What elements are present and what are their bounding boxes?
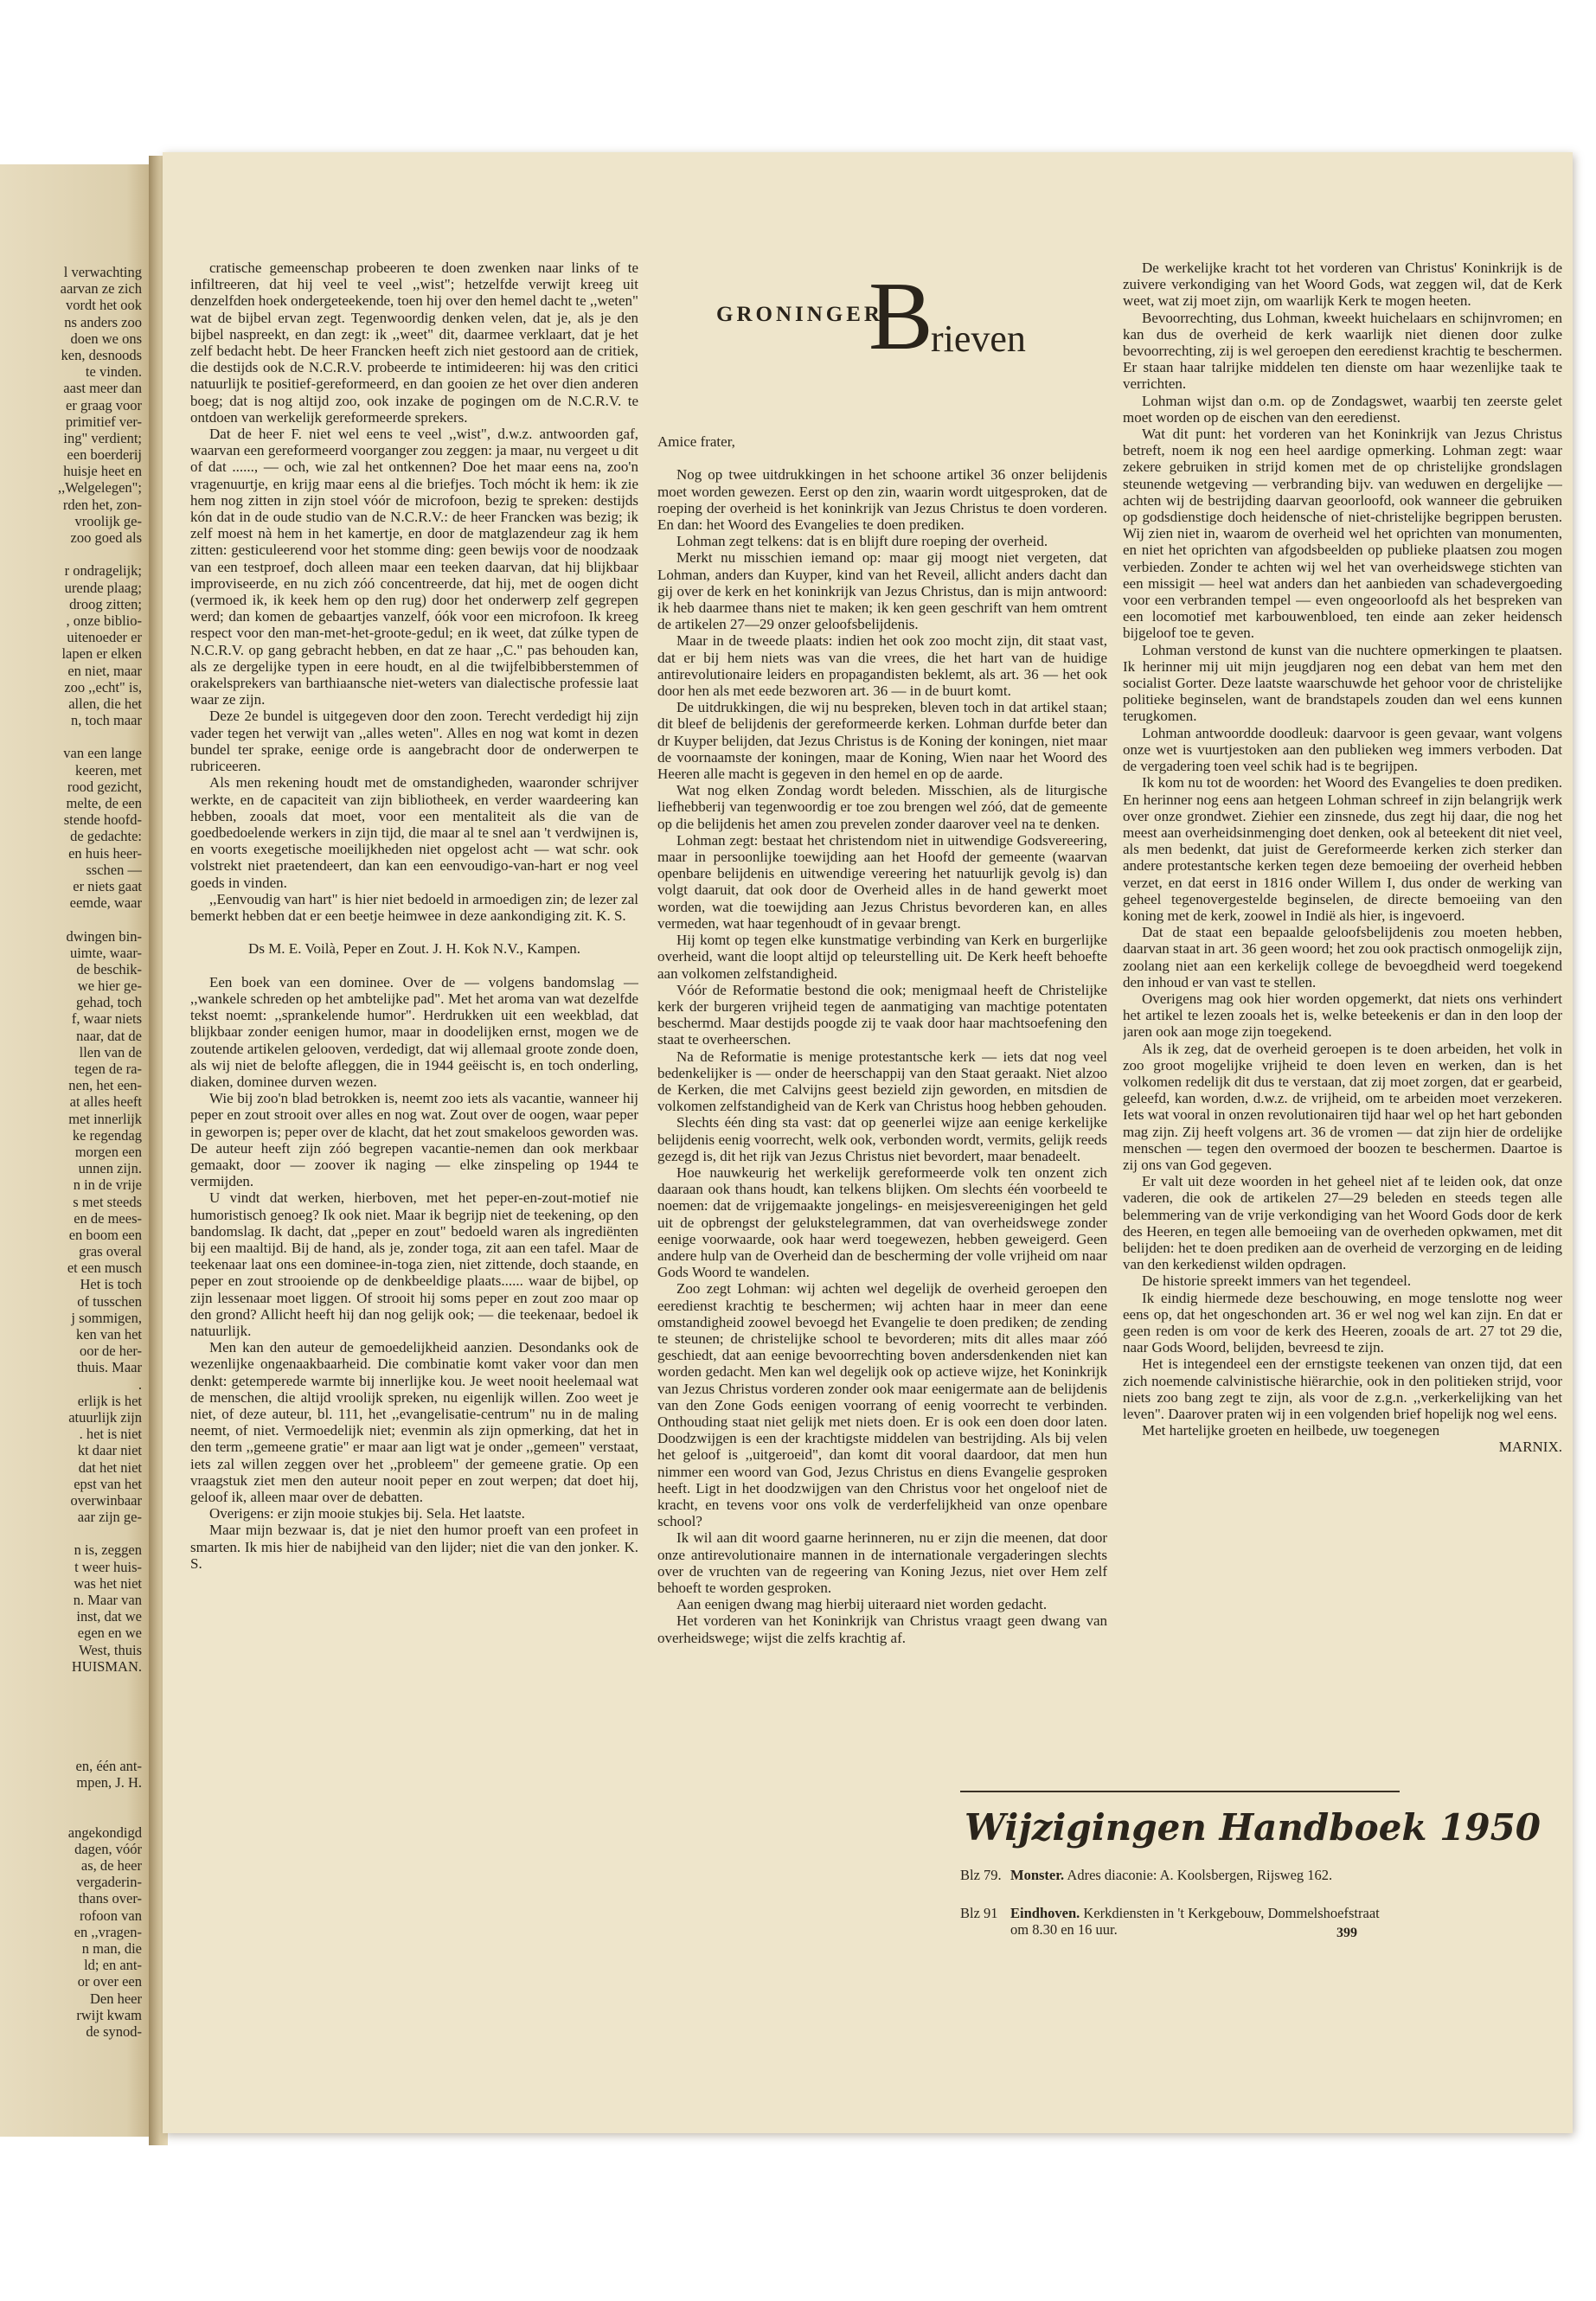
paragraph: Zoo zegt Lohman: wij achten wel degelijk de overheid geroepen den eeredienst krachtig te beschermen; wij achten haar in meer dan eene omstandigheid zoowel bevoegd het Evangelie te doen prediken; de zending te steunen; de christelijke school te bevorderen; mits dit alles maar zóó geschiedt, dat aan eenige bevoorrechting boven andersdenkenden niet kan worden gedacht. Men kan wel degelijk ook op actieve wijze, het Koninkrijk van Jezus Christus vorderen zonder ook maar eenigermate aan de belijdenis van den Zone Gods eenigen voorrang of eenig voorrecht te verbinden. Onthouding staat niet gelijk met niets doen. Er is ook een doen door laten. Doodzwijgen is een der krachtigste middelen van bestrijding. Als bij velen het geloof is ,,uitgeroeid", dan komt dit vooral daardoor, dat men hun nimmer een woord van God, Jezus Christus en diens Evangelie gesproken heeft. Ligt in het doodzwijgen van den Christus voor het ongeloof niet de kracht, en tevens voor ons volk de verderfelijkheid van onze openbare school? (657, 1280, 1107, 1530)
left-page-line: n man, die (81, 1939, 142, 1957)
masthead-rest: rieven (931, 317, 1026, 360)
paragraph: Ik wil aan dit woord gaarne herinneren, nu er zijn die meenen, dat door onze antirevolutionaire mannen in de internationale vergaderingen slechts over de vruchten van de regeering van Koning Jezus, niet over Hem zelf behoeft te worden gesproken. (657, 1529, 1107, 1597)
paragraph: Er valt uit deze woorden in het geheel niet af te leiden ook, dat onze vaderen, die ook de artikelen 27—29 beleden en steeds tegen alle belemmering van de vrije verkondiging van het Woord Gods door de kerk des Heeren, en tegen alle bemoeiing van de overheden opkwamen, met dit belijden: het te doen prediken aan de overheid de verzorging en de leiding van den kerkedienst wilden opdragen. (1123, 1173, 1562, 1273)
left-page-line: primitief ver- (65, 413, 142, 430)
left-page-line (0, 1725, 142, 1741)
paragraph: Lohman wijst dan o.m. op de Zondagswet, waarbij ten zeerste gelet moet worden op de eischen van den eeredienst. (1123, 392, 1562, 426)
left-page-line: f, waar niets (71, 1010, 142, 1028)
paragraph: Nog op twee uitdrukkingen in het schoone artikel 36 onzer belijdenis moet worden gewezen. Eerst op den zin, waarin wordt uitgesproken, dat de roeping der overheid is het koninkrijk van Jezus Christus te doen vorderen. En dan: het Woord des Evangelies te doen prediken. (657, 466, 1107, 534)
paragraph (657, 450, 1107, 466)
paragraph: U vindt dat werken, hierboven, met het peper-en-zout-motief nie humoristisch genoeg? Ik ook niet. Maar ik begrijp niet de teekening, op den bandomslag. Ik dacht, dat ,,peper en zout" bedoeld waren als ingrediënten bij een maaltijd. Bij de hand, als je, zonder toga, zit aan een tafel. Maar de teekenaar laat ons een dominee-in-toga zien, niet zittende, doch staande, en peper en zout strooiende op de denkbeeldige plaats...... waar de bijbel, op zijn lessenaar moet liggen. Of strooit hij soms peper en zout zoo maar op den grond? Allicht heeft hij dan nog gelijk ook; — die teekenaar, bedoel ik natuurlijk. (190, 1189, 638, 1339)
paragraph: Vóór de Reformatie bestond die ook; menigmaal heeft de Christelijke kerk der burgeren vrijheid tegen de aanmatiging van machtige potentaten beschermd. Maar destijds poogde zij te vaak door haar machtsoefening den staat te overheerschen. (657, 981, 1107, 1048)
masthead (716, 263, 1097, 375)
paragraph: Aan eenigen dwang mag hierbij uiteraard niet worden gedacht. (676, 1596, 1048, 1613)
left-page-line: tegen de ra- (74, 1061, 142, 1077)
paragraph: Deze 2e bundel is uitgegeven door den zoon. Terecht verdedigt hij zijn vader tegen het verwijt van ,,alles weten". Alles en nog wat komt in dezen bundel ter sprake, eenige orde is aangebracht door de onderwerpen te rubriceeren. (190, 708, 638, 775)
section-divider (960, 1791, 1400, 1792)
paragraph: Ds M. E. Voilà, Peper en Zout. J. H. Kok N.V., Kampen. (248, 940, 580, 958)
paragraph (190, 958, 638, 974)
paragraph: De historie spreekt immers van het tegendeel. (1142, 1272, 1412, 1290)
paragraph: ,,Eenvoudig van hart" is hier niet bedoeld in armoedigen zin; de lezer zal bemerkt hebben dat er een beetje heimwee in deze aankondiging zit. K. S. (190, 890, 638, 924)
left-page-line: rwijt kwam (76, 2006, 142, 2023)
entry-place: Eindhoven. (1010, 1905, 1080, 1921)
entry-page: Blz 91 (960, 1905, 998, 1921)
left-page-line: van een lange (63, 745, 142, 762)
left-page-line: inst, dat we (76, 1608, 142, 1625)
left-page-line: urende plaag; (64, 579, 142, 596)
left-page-line (0, 1675, 142, 1691)
left-page-line: of tusschen (77, 1292, 142, 1310)
left-page-line (0, 546, 142, 562)
left-page-line: Het is toch (80, 1276, 142, 1293)
paragraph: Overigens: er zijn mooie stukjes bij. Sela. Het laatste. (209, 1505, 525, 1522)
left-page-line: dat het niet (78, 1458, 142, 1476)
left-page-line: en de mees- (74, 1209, 142, 1227)
paragraph: Merkt nu misschien iemand op: maar gij moogt niet vergeten, dat Lohman, anders dan Kuyper, kind van het Reveil, allicht anders dacht dan gij over de kerk en het koninkrijk van Jezus Christus, dan is mijn antwoord: ik heb daarmee thans niet te maken; ik ken geen geschrift van hem omtrent de artikelen 27—29 onzer geloofsbelijdenis. (657, 549, 1107, 633)
entry-text: Adres diaconie: A. Koolsbergen, Rijsweg 162. (1067, 1867, 1333, 1883)
left-page-line: . het is niet (79, 1426, 142, 1443)
left-page-line: en ,,vragen- (74, 1923, 142, 1940)
left-page-line (0, 1525, 142, 1541)
left-page-line: ld; en ant- (84, 1957, 142, 1974)
left-page-line: t weer huis- (74, 1558, 142, 1575)
left-page-line: et een musch (67, 1259, 142, 1277)
left-page-line: , onze biblio- (66, 612, 142, 629)
paragraph: Maar mijn bezwaar is, dat je niet den humor proeft van een profeet in smarten. Ik mis hier de nabijheid van den lijder; niet die van den jonker. K. S. (190, 1522, 638, 1572)
left-page-line: n in de vrije (73, 1176, 142, 1194)
paragraph: Met hartelijke groeten en heilbede, uw toegenegen (1142, 1422, 1440, 1439)
left-page-line (0, 1741, 142, 1758)
paragraph (190, 924, 638, 940)
left-page-line: en boom een (68, 1226, 142, 1243)
paragraph: De werkelijke kracht tot het vorderen van Christus' Koninkrijk is de zuivere verkondiging van het Woord Gods, wat zeggen wil, dat de Kerk weet, wat zij moet zijn, om waarlijk Kerk te mogen heeten. (1123, 260, 1562, 310)
left-page-line: naar, dat de (76, 1027, 142, 1044)
paragraph: Ik eindig hiermede deze beschouwing, en moge tenslotte nog weer eens op, dat het ongeschonden art. 36 er wel nog wel kan zijn. En dat er geen reden is om voor de kerk des Heeren, zooals de art. 27 tot 29 die, naar Gods Woord, belijden, bevreesd te zijn. (1123, 1289, 1562, 1356)
left-page-line: mpen, J. H. (76, 1774, 142, 1791)
left-page-line (0, 1791, 142, 1807)
left-page-line: droog zitten; (69, 595, 142, 612)
paragraph: Wat nog elken Zondag wordt beleden. Misschien, als de liturgische liefhebberij van tegenwoordig er toe zou brengen wel zóó, dat de gemeente op die belijdenis het amen zou prevelen zonder daarover veel na te denken. (657, 782, 1107, 832)
left-page-line: overwinbaar (70, 1491, 142, 1509)
left-page-line: uimte, waar- (69, 944, 142, 961)
left-page-line: keeren, met (75, 761, 142, 779)
left-page-line: allen, die het (68, 695, 142, 712)
left-page-line (0, 728, 142, 745)
left-page-line: nen, het een- (68, 1077, 142, 1094)
paragraph: Wat dit punt: het vorderen van het Koninkrijk van Jezus Christus betreft, noem ik nog een heel aardige opmerking. Lohman zegt: waar zekere gebruiken in strijd komen met de op christelijke grondslagen steunende wetgeving — verbranding bijv. van weduwen en dergelijke — achten wij de bestrijding daarvan geoorloofd, ook wanneer die gebruiken op godsdienstige doch heidensche of niet-christelijke begrippen berusten. Wij zien niet in, waarom de overheid wel het oprichten van monumenten, en niet het oprichten van afgodsbeelden op publieke plaatsen zou mogen verbieden. Zonder te achten wij wel het van overheidswege stichten van een missigit — heel wat anders dan het aanbieden van schadevergoeding voor een verbranden tempel — even ongeoorloofd als het bespreken van een locomotief met karbouwenbloed, ten einde aan zeker heidensch bijgeloof toe te geven. (1123, 426, 1562, 642)
left-page-line: er niets gaat (73, 877, 142, 894)
left-page-line: kt daar niet (77, 1442, 142, 1459)
paragraph: Overigens mag ook hier worden opgemerkt, dat niets ons verhindert het artikel te lezen zooals het is, welke beteekenis er dan in den loop der jaren ook aan moge zijn toegekend. (1123, 990, 1562, 1041)
paragraph: Het vorderen van het Koninkrijk van Christus vraagt geen dwang van overheidswege; wijst die zelfs krachtig af. (657, 1612, 1107, 1646)
left-page-line (0, 1807, 142, 1823)
left-page-line: morgen een (74, 1143, 142, 1160)
left-page-line: dwingen bin- (66, 927, 142, 945)
left-page-line: stende hoofd- (63, 811, 142, 829)
left-page-line: llen van de (79, 1043, 142, 1061)
left-page-line: de synod- (86, 2022, 142, 2040)
paragraph: Een boek van een dominee. Over de — volgens bandomslag — ,,wankele schreden op het ambtelijke pad". Met het aroma van wat dezelfde tekst noemt: ,,sprankelende humor". Herdrukken uit een weekblad, dat blijkbaar zonder eenigen humor, maar in doodelijken ernst, mogen we de zoutende artikelen gelooven, verdedigt, dat wij allemaal groote zonde doen, als wij niet de belofte afleggen, die in 1944 geëischt is, en toch onderling, diaken, dominee durven wezen. (190, 973, 638, 1090)
paragraph: Als ik zeg, dat de overheid geroepen is te doen arbeiden, het volk in zoo groot mogelijke vrijheid te doen leven en werken, dan is het volkomen redelijk dit dus te verstaan, dat zij moet zorgen, dat er gearbeid, geleefd, kan worden, d.w.z. de vrijheid, om te arbeiden moet verzekeren. Iets wat vooral in onzen revolutionairen tijd haar wel op het hart gebonden mag zijn. Zij heeft volgens art. 36 de vromen — dat zijn hier de ordelijke menschen — tegen den overmoed der boozen te beschermen. Daartoe is zij ons van God gegeven. (1123, 1040, 1562, 1173)
left-page-line: was het niet (74, 1574, 142, 1592)
column-reviews (190, 260, 638, 2076)
left-page-text (0, 264, 142, 2040)
paragraph: Het is integendeel een der ernstigste teekenen van onzen tijd, dat een zich noemende calvinistische hiërarchie, ook in den politieken strijd, voor niets zoo bang zegt te zijn, als voor de z.g.n. ,,verkerkelijking van het leven". Daarover praten wij in een volgenden brief hopelijk nog wel eens. (1123, 1356, 1562, 1423)
paragraph: Amice frater, (657, 433, 735, 450)
left-page-line: de gedachte: (70, 828, 142, 845)
left-page-line: ,,Welgelegen"; (57, 479, 142, 497)
left-page-line: gehad, toch (75, 994, 142, 1011)
left-page-line (0, 911, 142, 927)
masthead-initial: B (869, 263, 933, 370)
left-page-line: s met steeds (73, 1193, 142, 1210)
paragraph: Lohman verstond de kunst van die nuchtere opmerkingen te plaatsen. Ik herinner mij uit mijn jeugdjaren nog een debat van hem met den socialist Gorter. Deze laatste waarschuwde het gehoor voor de christelijke politieke beginselen, want de brandstapels zouden dan wel eens kunnen terugkomen. (1123, 641, 1562, 725)
left-page-line: n is, zeggen (74, 1541, 142, 1559)
left-page-line: en, één ant- (75, 1757, 142, 1774)
left-page-line: n, toch maar (70, 712, 142, 729)
left-page-line: j sommigen, (71, 1309, 142, 1326)
paragraph: Dat de staat een bepaalde geloofsbelijdenis zou moeten hebben, daarvan staat in art. 36 geen woord; het zou ook practisch onmogelijk zijn, zoolang niet aan een kerkelijk college de bevoegdheid werd toegekend den inhoud er van vast te stellen. (1123, 924, 1562, 990)
left-page-line: en niet, maar (67, 662, 142, 679)
paragraph: De uitdrukkingen, die wij nu bespreken, bleven toch in dat artikel staan; dit bleef de belijdenis der gereformeerde kerken. Lohman durfde beter dan dr Kuyper belijden, dat Jezus Christus is de Koning der koningen, niet maar de voornaamste der koningen, maar de Koning, Wien naar het Woord des Heeren alle macht is gegeven in den hemel en op de aarde. (657, 699, 1107, 783)
left-page-line: ken van het (75, 1326, 142, 1343)
paragraph: Wie bij zoo'n blad betrokken is, neemt zoo iets als vacantie, wanneer hij peper en zout strooit over alles en nog wat. Zout over de oogen, waar peper in geworpen is; peper over de klacht, dat het zout smakeloos geworden was. De auteur heeft zijn zóó begrepen vacantie-nemen dan ook merkbaar gemaakt, door — zoover ik naging — elke zinspeling op 1944 te vermijden. (190, 1090, 638, 1190)
left-page-line: een boerderij (67, 446, 142, 464)
left-page-line: as, de heer (80, 1857, 142, 1874)
left-page-line: dagen, vóór (74, 1840, 142, 1857)
left-page-line: epst van het (74, 1475, 142, 1492)
left-page-line: r ondragelijk; (64, 562, 142, 580)
left-page-line: te vinden. (85, 363, 142, 381)
paragraph: Slechts één ding sta vast: dat op geenerlei wijze aan eenige kerkelijke belijdenis eenig voorrecht, welk ook, verbonden wordt, vermits, gelijk reeds gezegd is, dit het rijk van Jezus Christus niet bevordert, maar benadeelt. (657, 1114, 1107, 1164)
left-page-line: egen en we (77, 1625, 142, 1642)
left-page-line: unnen zijn. (78, 1160, 142, 1177)
paragraph: Hij komt op tegen elke kunstmatige verbinding van Kerk en burgerlijke overheid, want die loopt altijd op teleurstelling uit. De Kerk heeft behoefte aan volkomen zelfstandigheid. (657, 932, 1107, 982)
left-page-line (0, 1708, 142, 1724)
left-page-line: aar zijn ge- (77, 1509, 142, 1526)
left-page-line: rden het, zon- (62, 496, 142, 513)
handboek-entry (960, 1867, 1393, 1883)
left-page-line: rofoon van (80, 1907, 142, 1924)
left-page-line: n. Maar van (73, 1592, 142, 1608)
left-page-line: de beschik- (76, 960, 142, 977)
left-page-line: Den heer (89, 1990, 142, 2007)
left-page-line: . (138, 1375, 142, 1393)
left-page-line (0, 1691, 142, 1708)
left-page-line: ken, desnoods (61, 346, 142, 363)
column-letter-part2 (1123, 260, 1562, 1886)
left-page-line: aast meer dan (63, 380, 142, 397)
paragraph: Bevoorrechting, dus Lohman, kweekt huichelaars en schijnvromen; en kan dus de overheid de kerk waarlijk niet dienen door zulke bevoorrechting, zij is wel geroepen den eeredienst krachtig te beschermen. Er staan haar talrijke middelen ten dienste om haar wezenlijke taak te verrichten. (1123, 309, 1562, 393)
entry-page: Blz 79. (960, 1867, 1002, 1883)
left-page-line: angekondigd (67, 1823, 142, 1841)
left-page-line: lapen er elken (61, 645, 142, 663)
paragraph: Ik kom nu tot de woorden: het Woord des Evangelies te doen prediken. En herinner nog eens aan hetgeen Lohman schreef in zijn belangrijk werk over onze grondwet. Ziehier een zinsnede, dus zegt hij daar, die nog het meest aan overheidsinmenging doet denken, ook al beteekent dit niet veel, als men bedenkt, dat juist de Gereformeerde kerken zich sterker dan andere protestantsche kerken tegen deze bemoeiing der overheid hebben verzet, en dat eerst in 1816 onder Willem I, dus onder de werking van geheel tegenovergestelde beginselen, de directe bemoeiing van den koning met de kerk, zoowel in Indië als hier, is ingevoerd. (1123, 774, 1562, 924)
left-page-line: huisje heet en (63, 463, 142, 480)
entry-place: Monster. (1010, 1867, 1065, 1883)
left-page-line: ke regendag (72, 1126, 142, 1144)
left-page-line: or over een (77, 1973, 142, 1990)
paragraph: Maar in de tweede plaats: indien het ook zoo mocht zijn, dit staat vast, dat er bij hem niets was van die vrees, die het hart van de huidige antirevolutionaire leiders en propagandisten beklemt, als art. 36 — het ook door hen als met eede bezworen art. 36 — in de buurt komt. (657, 632, 1107, 700)
left-page-fragment (0, 164, 149, 2137)
left-page-line: en huis heer- (68, 844, 142, 862)
left-page-line: uitenoeder er (67, 629, 142, 646)
left-page-line: zoo goed als (70, 529, 142, 546)
paragraph: Lohman zegt: bestaat het christendom niet in uitwendige Godsvereering, maar in persoonlijke toewijding aan het Hoofd der gemeente (waarvan openbare belijdenis en uitwendige vereering het natuurlijk gevolg is) dan volgt daaruit, dat ook door de Overheid alles in de hand gewerkt moet worden, wat die toewijding aan Jezus Christus bevorderen kan, en alles vermeden, wat haar tegenhoudt of in gevaar brengt. (657, 831, 1107, 932)
left-page-line: HUISMAN. (71, 1657, 142, 1675)
paragraph: MARNIX. (1498, 1439, 1562, 1456)
left-page-line: vergaderin- (76, 1874, 142, 1891)
left-page-line: gras overal (79, 1243, 142, 1260)
left-page-line: eemde, waar (69, 894, 142, 912)
left-page-line: vroolijk ge- (74, 512, 142, 529)
left-page-line: ns anders zoo (64, 313, 142, 330)
left-page-line: aarvan ze zich (60, 280, 142, 298)
paragraph: Hoe nauwkeurig het werkelijk gereformeerde volk ten onzent zich daaraan ook thans houdt, kan telkens blijken. Om slechts één voorbeeld te noemen: dat de vrijgemaakte jongelings- en meisjesvereenigingen het geld uit de opbrengst der gelukstelegrammen, dat van overheidswege zonder eenige voorwaarde, ook haar werd toegewezen, hebben geweigerd. Geen andere hulp van de Overheid dan de bescherming der volle vrijheid om naar Gods Woord te wandelen. (657, 1163, 1107, 1281)
left-page-line: melte, de een (66, 795, 142, 811)
left-page-line: rood gezicht, (67, 778, 142, 795)
left-page-line: er graag voor (66, 396, 142, 413)
handboek-title: Wijzigingen Handboek 1950 (965, 1806, 1542, 1849)
page-number: 399 (1336, 1926, 1357, 1940)
left-page-line: met innerlijk (68, 1110, 142, 1127)
paragraph: Als men rekening houdt met de omstandigheden, waaronder schrijver werkte, en de capaciteit van zijn bibliotheek, en verder waardeering kan hebben, zooals dat moet, voor een mentaliteit als die van de goedbedoelende werkers in zijn tijd, die maar al te snel aan 't verdwijnen is, en voorts exegetische moeilijkheden niet opgelost acht — wat schr. ook volstrekt niet praetendeert, dan kan een eenvoudigo-van-hart er nog veel goeds in vinden. (190, 774, 638, 891)
paragraph: Men kan den auteur de gemoedelijkheid aanzien. Desondanks ook de wezenlijke ongenaakbaarheid. Die combinatie komt vaker voor dan men denkt: getemperede warmte bij innerlijke kou. Je weet nooit heelemaal wat de menschen, die altijd vroolijk spreken, nu eigenlijk willen. Zoo weet je niet, of deze auteur, bl. 111, het ,,evangelisatie-centrum" nu in de maling neemt, of niet. Vermoedelijk niet; evenmin als zijn opmerking, dat het in den term ,,gemeene gratie" er maar aan ligt wat je onder ,,gemeen" verstaat, iets zal willen zeggen over het ,,probleem" der gemeene gratie. Op een vraagstuk ziet men den auteur nooit peper en zout werpen; dat doet hij, geloof ik, alleen maar over de debatten. (190, 1339, 638, 1506)
left-page-line: vordt het ook (66, 297, 142, 314)
left-page-line: ing" verdient; (63, 429, 142, 446)
left-page-line: sschen — (86, 861, 142, 878)
left-page-line: at alles heeft (69, 1093, 142, 1111)
left-page-line: we hier ge- (77, 977, 142, 995)
left-page-line: thans over- (78, 1890, 142, 1907)
entry-text: Kerkdiensten in 't Kerkgebouw, Dommelshoefstraat om 8.30 en 16 uur. (1010, 1905, 1380, 1938)
paragraph: Dat de heer F. niet wel eens te veel ,,wist", d.w.z. antwoorden gaf, waarvan een gereformeerd voorganger zou zeggen: ja maar, nu vergeet u dit of dat ......, — och, wie zal het ontkennen? Doe het maar eens na, zoo'n vragenuurtje, en krijg maar eens al die briefjes. Toch mócht ik hem: ik zie hem nog zitten in zijn stoel vóór de microfoon, bezig te spreken: destijds kón dat in de oude studio van de N.C.R.V.: de heer Francken was bezig; ik zelf moest nà hem in het kamertje, en door de matglazendeur zag ik hem zitten: gesticuleerend voor het stomme ding: geen bewijs voor de noodzaak van een testproef, doch alleen maar een teeken daarvan, dat hij blijkbaar improviseerde, en nu zich zóó concentreerde, dat hij, met de oogen dicht (vermoed ik, ik keek hem op den rug) door het onderwerp zelf gegrepen werd; dan komen de gebaartjes vanzelf, óók voor een microfoon. Ik kreeg respect voor den man-met-het-groote-gedul; en ik weet, dat zúlke typen de N.C.R.V. op gang gebracht hebben, en dat ze haar ,,C." pas behouden kan, als ze dergelijke typen in eere houdt, en al die twijfelbibberstemmen of orakelsprekers van barthiaansche niet-weters van dialectische professie laat waar ze zijn. (190, 426, 638, 708)
handboek-entry (960, 1905, 1393, 1938)
paragraph: Na de Reformatie is menige protestantsche kerk — iets dat nog veel bedenkelijker is — onder de heerschappij van den Staat geraakt. Niet alzoo de Kerken, die met Calvijns geest bezield zijn geworden, en mitsdien de volkomen zelfstandigheid van de Kerk van Christus hoog hebben gehouden. (657, 1048, 1107, 1115)
left-page-line: oor de her- (79, 1343, 142, 1360)
paragraph: cratische gemeenschap probeeren te doen zwenken naar links of te infiltreeren, dat hij veel te veel ,,wist"; hetzelfde verwijt kreeg uit denzelfden hoek ondergeteekende, toen hij over den hemel dacht te ,,weten" wat de bijbel ervan zegt. Tegenwoordig denken velen, dat je, als je den bijbel naspreekt, en dan zegt: ik ,,weet" dit, daarmee verklaart, dat je het zelf bedacht hebt. De heer Francken heeft zich niet gestoord aan de critiek, die destijds ook de N.C.R.V. probeerde te intimideeren: hij was den critici natuurlijk te positief-gereformeerd, en dan gooien ze het over dien anderen boeg; dat is nog altijd zoo, ook inzake de pogingen om de N.C.R.V. te ontdoen van werkelijk gereformeerde sprekers. (190, 260, 638, 426)
left-page-line: thuis. Maar (76, 1359, 142, 1376)
left-page-line: l verwachting (63, 264, 142, 280)
left-page-line: West, thuis (79, 1641, 142, 1658)
left-page-line: erlijk is het (77, 1392, 142, 1409)
left-page-line: atuurlijk zijn (68, 1408, 142, 1426)
masthead-small: GRONINGER (716, 303, 883, 326)
left-page-line: zoo ,,echt" is, (64, 678, 142, 695)
paragraph: Lohman antwoordde doodleuk: daarvoor is geen gevaar, want volgens onze wet is vuurtjestoken aan den publieken weg immers verboden. Dat de vergadering toen veel schik had is te begrijpen. (1123, 724, 1562, 775)
paragraph: Lohman zegt telkens: dat is en blijft dure roeping der overheid. (676, 533, 1048, 550)
left-page-line: doen we ons (70, 330, 142, 347)
